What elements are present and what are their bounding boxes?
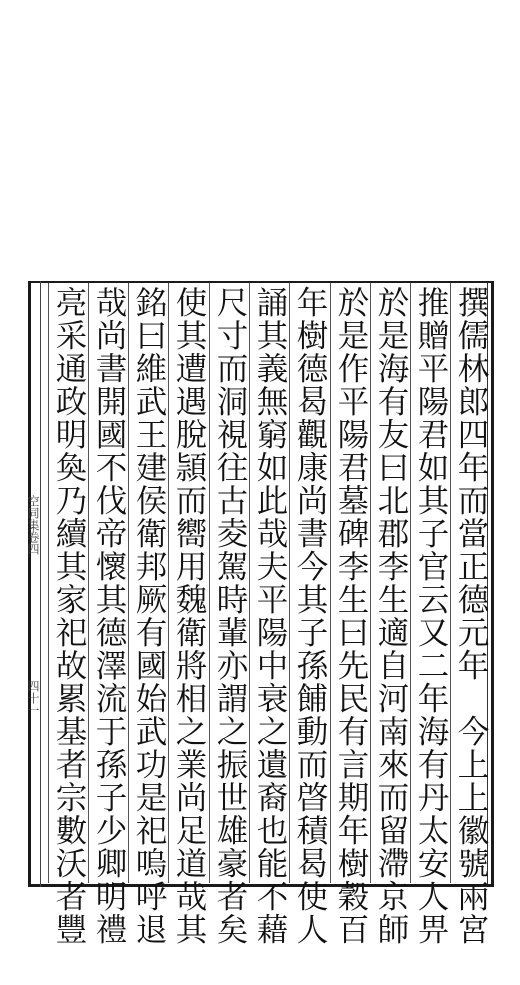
text-column-10: 哉尚書開國不伐帝懷其德澤流于孫子少卿明禮 (91, 286, 127, 946)
text-column-1: 撰儒林郎四年而當正德元年 今上上徽號兩宮 (453, 286, 489, 946)
margin-title: 空同集卷四 (26, 495, 40, 555)
margin-column (26, 281, 41, 887)
text-column-7: 尺寸而洞視往古夌駕時輩亦謂之振世雄豪者矣 (212, 286, 248, 946)
text-column-9: 銘曰維武王建侯衛邦厥有國始武功是祀嗚呼退 (131, 286, 167, 946)
margin-page-number: 四十一 (26, 680, 40, 716)
text-column-11: 亮采通政明奐乃續其家祀故累基者宗數沃者豐 (51, 286, 87, 946)
text-column-8: 使其遭遇脫頴而嚮用魏衛將相之業尚足道哉其 (171, 286, 207, 946)
text-column-3: 於是海有友曰北郡李生適自河南來而留滯京師 (373, 286, 409, 946)
text-column-2: 推贈平陽君如其子官云又二年海有丹太安人畀 (413, 286, 449, 946)
text-column-5: 年樹德曷觀康尚書今其子孫餔動而晵積曷使人 (292, 286, 328, 946)
text-column-6: 誦其義無窮如此哉夫平陽中衰之遺裔也能不藉 (252, 286, 288, 946)
text-column-4: 於是作平陽君墓碑李生曰先民有言期年樹穀百 (333, 286, 369, 946)
